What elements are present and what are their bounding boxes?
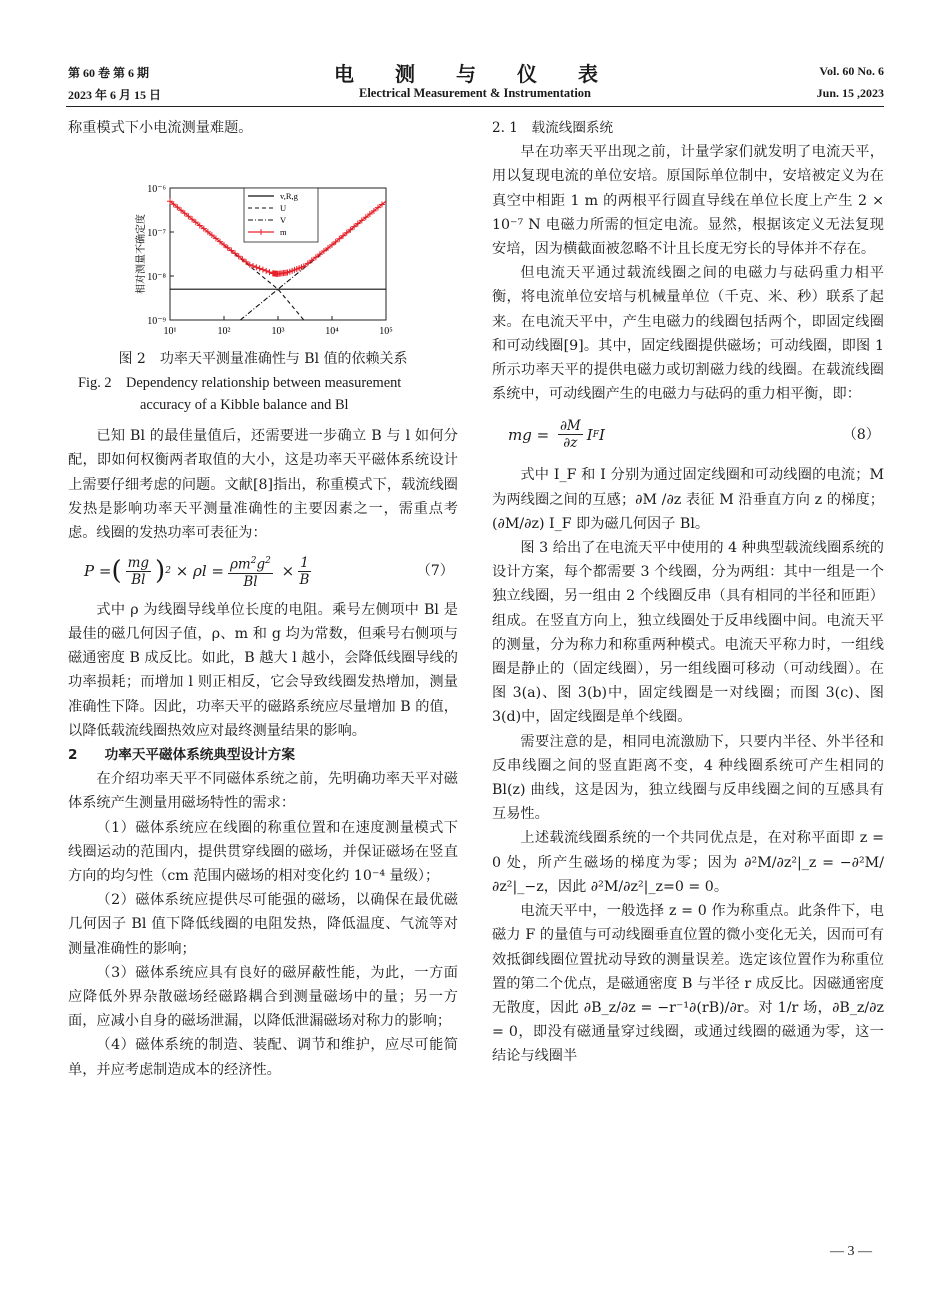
right-para-5: 需要注意的是，相同电流激励下，只要内半径、外半径和反串线圈之间的竖直距离不变，4 种线圈系统可产生相同的 Bl(z) 曲线，这是因为，独立线圈与反串线圈之间的互感具有互易性。: [492, 733, 884, 823]
legend-label: v,R,g: [280, 191, 298, 202]
left-para-7: （4）磁体系统的制造、装配、调节和维护，应尽可能简单，并应考虑制造成本的经济性。: [68, 1037, 458, 1078]
legend-label: U: [280, 203, 287, 214]
series-m-marker: [257, 266, 263, 272]
right-para-1: 早在功率天平出现之前，计量学家们就发明了电流天平，用以复现电流的单位安培。原国际单位制中，安培被定义为在真空中相距 1 m 的两根平行圆直导线在单位长度上产生 2 × 10⁻⁷ N 电磁力所需的恒定电流。显然，根据该定义无法复现安培，因为横截面被忽略不计且长度无穷长的导体并不存在。: [492, 144, 884, 258]
right-para-6: 上述载流线圈系统的一个共同优点是，在对称平面即 z = 0 处，所产生磁场的梯度为零；因为 ∂²M/∂z²|_z = −∂²M/∂z²|_−z，因此 ∂²M/∂z²|_z=0 = 0。: [492, 830, 884, 895]
equation-8: [492, 418, 884, 451]
left-para-0: 称重模式下小电流测量难题。: [68, 120, 253, 136]
legend-label: V: [280, 215, 287, 226]
right-para-3: 式中 I_F 和 I 分别为通过固定线圈和可动线圈的电流；M 为两线圈之间的互感；∂M /∂z 表征 M 沿垂直方向 z 的梯度；(∂M/∂z) I_F 即为磁几何因子 Bl。: [492, 467, 884, 532]
header-date-en: Jun. 15 ,2023: [816, 86, 884, 100]
legend-label: m: [280, 227, 287, 238]
page-number: — 3 —: [830, 1244, 872, 1259]
y-axis-label: 相对测量不确定度: [136, 214, 147, 295]
y-tick-label: 10⁻⁸: [147, 272, 166, 284]
x-tick-label: 10⁵: [379, 326, 393, 338]
y-tick-label: 10⁻⁷: [147, 228, 166, 240]
equation-7-number: （7）: [416, 563, 454, 580]
journal-title-cn: 电 测 与 仪 表: [334, 64, 616, 86]
series-m-marker: [250, 263, 256, 269]
right-column: [492, 116, 884, 1069]
y-tick-label: 10⁻⁶: [147, 184, 166, 196]
series-m-marker: [260, 267, 266, 273]
equation-8-body: mg = $\frac{\partial M}{\partial z}$ I F I: [508, 418, 605, 452]
fig2-caption-en-1: Fig. 2 Dependency relationship between measurement: [78, 375, 402, 392]
x-tick-label: 10⁴: [325, 326, 339, 338]
x-tick-label: 10³: [271, 326, 285, 338]
journal-title-en: Electrical Measurement & Instrumentation: [358, 86, 591, 100]
left-para-4: （1）磁体系统应在线圈的称重位置和在速度测量模式下线圈运动的范围内，提供贯穿线圈的磁场，并保证磁场在竖直方向的均匀性（cm 范围内磁场的相对变化约 10⁻⁴ 量级）；: [68, 819, 458, 884]
left-para-5: （2）磁体系统应提供尽可能强的磁场，以确保在最优磁几何因子 Bl 值下降低线圈的电阻发热，降低温度、气流等对测量准确性的影响；: [68, 892, 458, 957]
fig2-caption-en-2: accuracy of a Kibble balance and Bl: [140, 397, 349, 414]
x-axis-label: [267, 343, 302, 344]
series-m-marker: [266, 269, 272, 275]
header-volume-cn: 第 60 卷 第 6 期: [68, 66, 150, 80]
left-para-2: 式中 ρ 为线圈导线单位长度的电阻。乘号左侧项中 Bl 是最佳的磁几何因子值，ρ、m 和 g 均为常数，但乘号右侧项与磁通密度 B 成反比。如此，B 越大 l 越小，会降低线圈导线的功率损耗；而增加 l 则正相反，它会导致线圈发热增加，测量准确性下降。因此，功率天平的磁路系统应尽量增加 B 的值，以降低载流线圈热效应对最终测量结果的影响。: [68, 601, 458, 739]
equation-8-number: （8）: [842, 426, 880, 443]
x-tick-label: 10¹: [163, 326, 177, 338]
right-para-7: 电流天平中，一般选择 z = 0 作为称重点。此条件下，电磁力 F 的量值与可动线圈垂直位置的微小变化无关，因而可有效抵御线圈位置扰动导致的测量误差。选定该位置作为称重位置的第二个优点，是磁通密度 B 与半径 r 成反比。因磁通密度无散度，因此 ∂B_z/∂z = −r⁻¹∂(rB)/∂r。对 1/r 场，∂B_z/∂z = 0，即没有磁通量穿过线圈，或通过线圈的磁通为零，这一结论与线圈半: [492, 903, 884, 1065]
x-tick-label: 10²: [217, 326, 231, 338]
header-date-cn: 2023 年 6 月 15 日: [68, 88, 162, 102]
subsection-2-1-title: 2. 1 载流线圈系统: [492, 120, 614, 136]
right-para-2: 但电流天平通过载流线圈之间的电磁力与砝码重力相平衡，将电流单位安培与机械量单位（千克、米、秒）联系了起来。在电流天平中，产生电磁力的线圈包括两个，即固定线圈和可动线圈[9]。其中，固定线圈提供磁场；可动线圈，即图 1 所示功率天平的提供电磁力或切割磁力线的线圈。在载流线圈系统中，可动线圈产生的电磁力与砝码的重力相平衡，即：: [492, 265, 884, 403]
fig2-chart: [68, 144, 458, 344]
fig2-caption-cn: 图 2 功率天平测量准确性与 Bl 值的依赖关系: [118, 351, 408, 368]
y-tick-label: 10⁻⁹: [147, 316, 166, 328]
left-para-6: （3）磁体系统应具有良好的磁屏蔽性能，为此，一方面应降低外界杂散磁场经磁路耦合到测量磁场中的量；另一方面，应减小自身的磁场泄漏，以降低泄漏磁场对称力的影响；: [68, 964, 458, 1030]
header-volume-en: Vol. 60 No. 6: [819, 64, 884, 78]
equation-7-body: P = ( $\frac{mg}{Bl}$ ) 2 × ρl = $\frac{\rho m^2g^2}{Bl}$ × $\frac{1}{B}$: [84, 554, 310, 590]
series-m-marker: [263, 268, 269, 274]
left-column: [68, 116, 458, 1082]
left-para-3: 在介绍功率天平不同磁体系统之前，先明确功率天平对磁体系统产生测量用磁场特性的需求：: [68, 771, 458, 812]
section-2-title: 2 功率天平磁体系统典型设计方案: [68, 746, 295, 763]
left-para-1: 已知 Bl 的最佳量值后，还需要进一步确立 B 与 l 如何分配，即如何权衡两者取值的大小，这是功率天平磁体系统设计上需要仔细考虑的问题。文献[8]指出，称重模式下，载流线圈发热是影响功率天平测量准确性的主要因素之一，需重点考虑。线圈的发热功率可表征为：: [68, 428, 458, 542]
right-para-4: 图 3 给出了在电流天平中使用的 4 种典型载流线圈系统的设计方案，每个都需要 3 个线圈，分为两组：其中一组是一个独立线圈，另一组由 2 个线圈反串（具有相同的半径和匝距）组成。在竖直方向上，独立线圈处于反串线圈中间。电流天平的测量，分为称力和称重两种模式。电流天平称力时，一组线圈是静止的（固定线圈），另一组线圈可移动（可动线圈）。在图 3(a)、图 3(b)中，固定线圈是一对线圈；而图 3(c)、图 3(d)中，固定线圈是单个线圈。: [492, 540, 884, 726]
figure-2: [68, 144, 458, 344]
equation-7: [68, 553, 458, 590]
header-rule: [66, 106, 884, 107]
